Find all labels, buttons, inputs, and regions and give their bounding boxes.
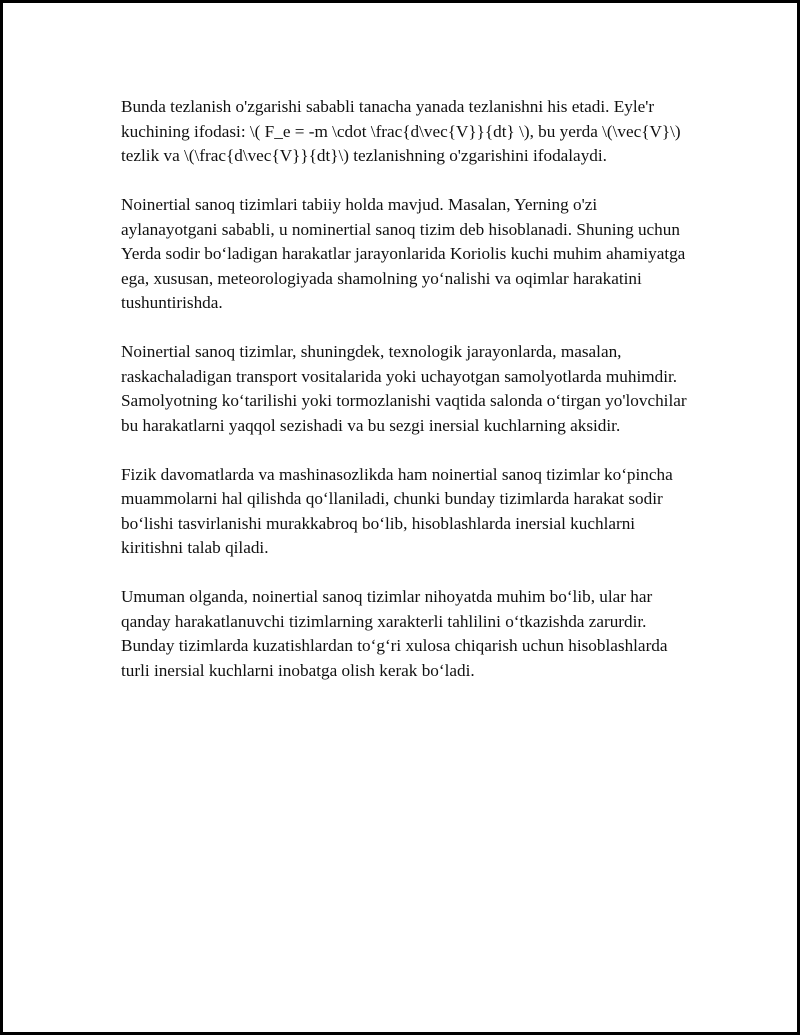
paragraph-conclusion: Umuman olganda, noinertial sanoq tizimlar nihoyatda muhim bo‘lib, ular har qanday harakatlanuvchi tizimlarning xarakterli tahlilini o‘tkazishda zarurdir. Bunday tizimlarda kuzatishlardan to‘g‘ri xulosa chiqarish uchun hisoblashlarda turli inersial kuchlarni inobatga olish kerak bo‘ladi. — [121, 587, 668, 680]
paragraph-euler-force: Bunda tezlanish o'zgarishi sababli tanacha yanada tezlanishni his etadi. Eyle'r kuchining ifodasi: \( F_e = -m \cdot \frac{d\vec{V}}{dt} \), bu yerda \(\vec{V}\) tezlik va \(\frac{d\vec{V}}{dt}\) tezlanishning o'zgarishini ifodalaydi. — [121, 97, 681, 165]
paragraph-transport: Noinertial sanoq tizimlar, shuningdek, texnologik jarayonlarda, masalan, raskachaladigan transport vositalarida yoki uchayotgan samolyotlarda muhimdir. Samolyotning ko‘tarilishi yoki tormozlanishi vaqtida salonda o‘tirgan yo'lovchilar bu harakatlarni yaqqol sezishadi va bu sezgi inersial kuchlarning aksidir. — [121, 342, 687, 435]
paragraph-engineering: Fizik davomatlarda va mashinasozlikda ham noinertial sanoq tizimlar ko‘pincha muammolarni hal qilishda qo‘llaniladi, chunki bunday tizimlarda harakat sodir bo‘lishi tasvirlanishi murakkabroq bo‘lib, hisoblashlarda inersial kuchlarni kiritishni talab qiladi. — [121, 464, 673, 557]
paragraph-earth-rotation: Noinertial sanoq tizimlari tabiiy holda mavjud. Masalan, Yerning o'zi aylanayotgani sababli, u nominertial sanoq tizim deb hisoblanadi. Shuning uchun Yerda sodir bo‘ladigan harakatlar jarayonlarida Koriolis kuchi muhim ahamiyatga ega, xususan, meteorologiyada shamolning yo‘nalishi va oqimlar harakatini tushuntirishda. — [121, 195, 686, 312]
document-body — [121, 95, 696, 708]
